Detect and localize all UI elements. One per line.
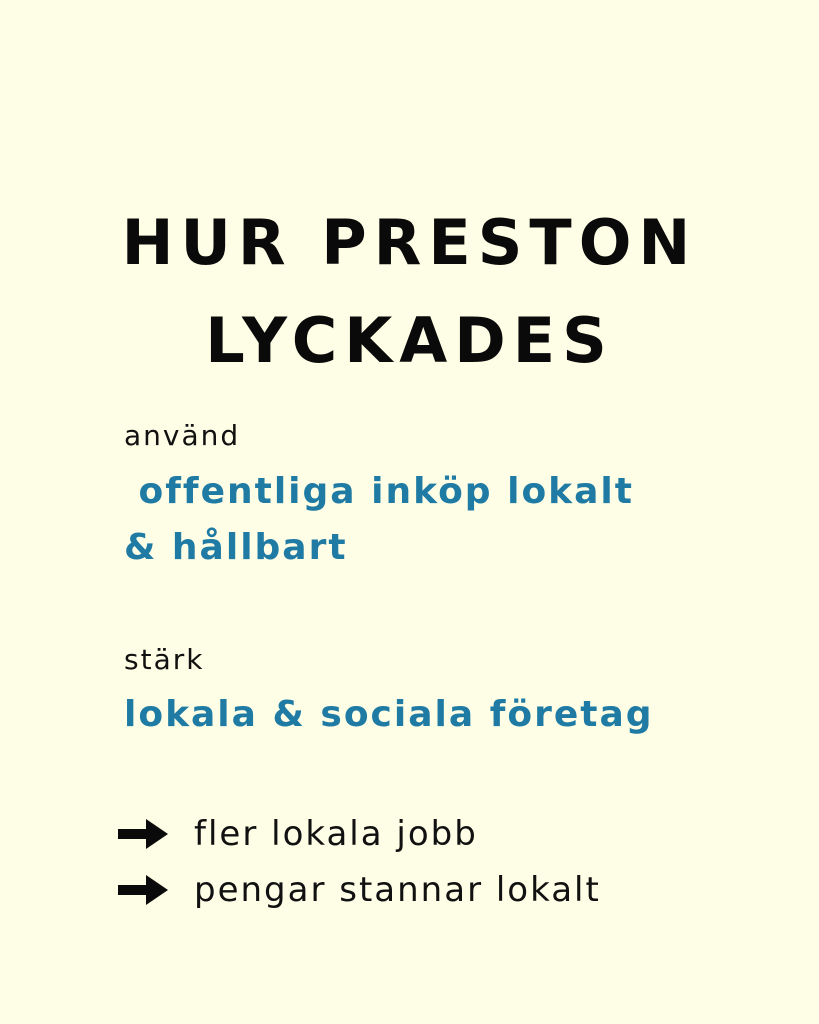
section-label-anvand: använd <box>124 419 241 452</box>
highlight-line-hallbart: & hållbart <box>124 527 348 568</box>
bullet-item <box>118 814 478 854</box>
arrow-right-icon <box>118 873 168 907</box>
arrow-right-icon <box>118 817 168 851</box>
title-line-2: LYCKADES <box>205 304 614 377</box>
bullet-item <box>118 870 601 910</box>
section-label-stark: stärk <box>124 643 205 676</box>
highlight-line-offentliga: offentliga inköp lokalt <box>124 471 634 512</box>
bullet-text: fler lokala jobb <box>194 814 478 854</box>
title-line-1: HUR PRESTON <box>121 206 698 279</box>
bullet-text: pengar stannar lokalt <box>194 870 601 910</box>
highlight-line-foretag: lokala & sociala företag <box>124 694 654 735</box>
